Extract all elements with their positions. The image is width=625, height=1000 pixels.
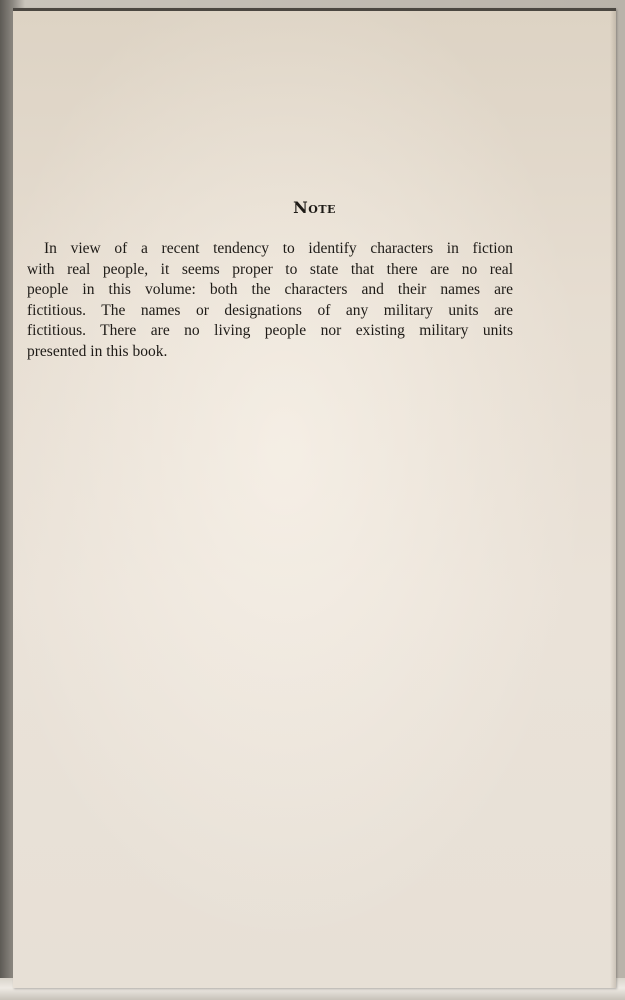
paragraph-line: presented in this book.	[27, 342, 168, 360]
paragraph-line: In view of a recent tendency to identify characters in fiction	[44, 240, 513, 257]
paragraph-line: people in this volume: both the characters and their names are	[27, 281, 513, 299]
paragraph-line: with real people, it seems proper to state that there are no real	[27, 260, 513, 278]
note-paragraph	[27, 239, 513, 363]
book-page	[13, 8, 616, 988]
paragraph-line: fictitious. The names or designations of any military units are	[27, 301, 513, 319]
paragraph-line: fictitious. There are no living people nor existing military units	[27, 322, 513, 340]
note-heading: Note	[293, 198, 336, 217]
